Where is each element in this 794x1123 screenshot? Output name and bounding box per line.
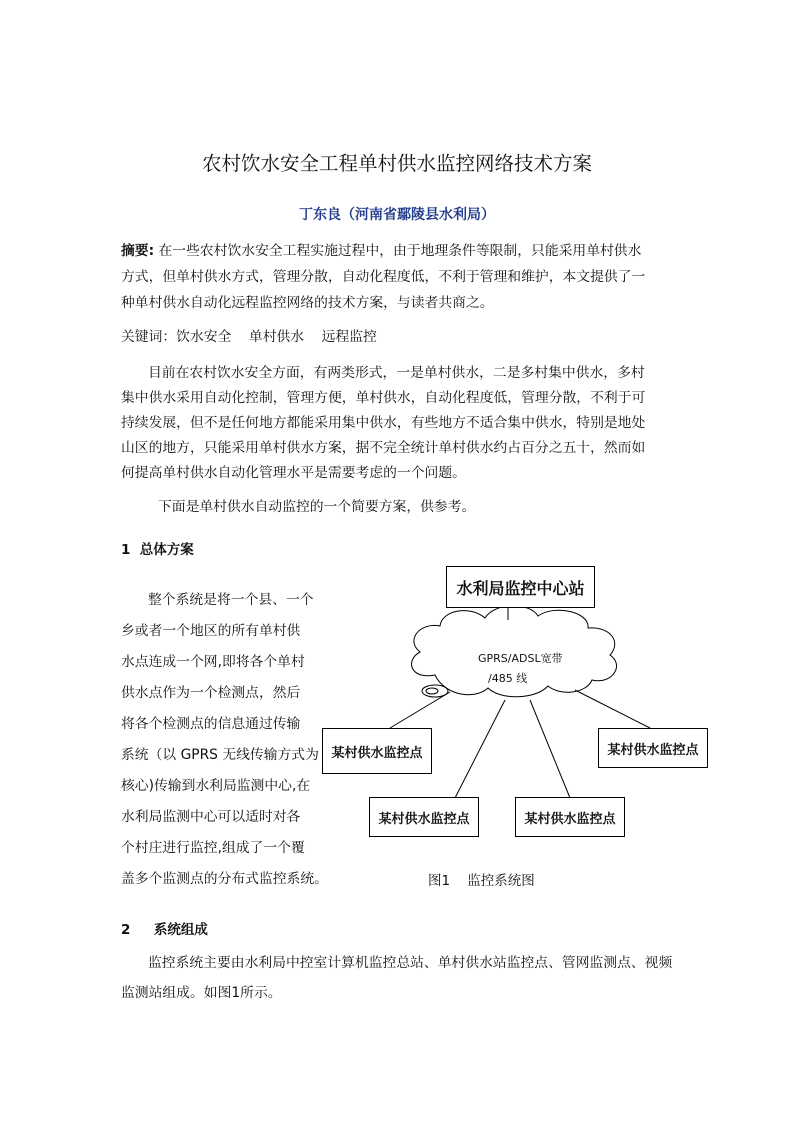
section-2-heading: 2 系统组成 bbox=[121, 922, 208, 938]
section-1-heading: 1 总体方案 bbox=[121, 542, 194, 558]
link-line bbox=[390, 692, 450, 728]
abstract-label: 摘要: bbox=[121, 243, 155, 259]
section1-line-2: 乡或者一个地区的所有单村供 bbox=[121, 623, 301, 639]
node-box-right: 某村供水监控点 bbox=[598, 728, 708, 768]
section1-line-10: 盖多个监测点的分布式监控系统。 bbox=[121, 871, 328, 887]
section1-line-8: 水利局监测中心可以适时对各 bbox=[121, 809, 301, 825]
cloud-tail-bubble bbox=[426, 688, 438, 694]
node-box-left: 某村供水监控点 bbox=[322, 728, 432, 774]
section1-line-6: 系统（以 GPRS 无线传输方式为 bbox=[121, 747, 319, 763]
section1-line-7: 核心)传输到水利局监测中心,在 bbox=[121, 778, 311, 794]
section1-line-9: 个村庄进行监控,组成了一个覆 bbox=[121, 840, 305, 856]
intro-line-3: 持续发展，但不是任何地方都能采用集中供水，有些地方不适合集中供水，特别是地处 bbox=[121, 415, 646, 431]
center-station-box: 水利局监控中心站 bbox=[446, 566, 595, 608]
section2-line-1: 监控系统主要由水利局中控室计算机监控总站、单村供水站监控点、管网监测点、视频 bbox=[148, 955, 673, 971]
section2-line-2: 监测站组成。如图1所示。 bbox=[121, 985, 282, 1001]
intro-below: 下面是单村供水自动监控的一个简要方案，供参考。 bbox=[158, 499, 476, 515]
section1-line-4: 供水点作为一个检测点，然后 bbox=[121, 685, 301, 701]
abstract-text-1: 在一些农村饮水安全工程实施过程中，由于地理条件等限制，只能采用单村供水 bbox=[154, 243, 642, 259]
link-line bbox=[575, 690, 650, 728]
author-line: 丁东良（河南省鄢陵县水利局） bbox=[299, 207, 495, 223]
section1-line-3: 水点连成一个网,即将各个单村 bbox=[121, 654, 305, 670]
intro-line-2: 集中供水采用自动化控制，管理方便，单村供水，自动化程度低，管理分散，不利于可 bbox=[121, 390, 646, 406]
node-box-bottom-left: 某村供水监控点 bbox=[369, 797, 479, 837]
abstract-line-2: 方式，但单村供水方式，管理分散，自动化程度低，不利于管理和维护，本文提供了一 bbox=[121, 269, 646, 285]
cloud-label-1: GPRS/ADSL宽带 bbox=[478, 652, 563, 665]
keywords: 关键词：饮水安全 单村供水 远程监控 bbox=[121, 329, 377, 345]
section1-line-1: 整个系统是将一个县、一个 bbox=[148, 592, 314, 608]
document-title: 农村饮水安全工程单村供水监控网络技术方案 bbox=[201, 152, 592, 175]
link-line bbox=[455, 700, 505, 798]
intro-line-5: 何提高单村供水自动化管理水平是需要考虑的一个问题。 bbox=[121, 465, 466, 481]
intro-line-4: 山区的地方，只能采用单村供水方案，据不完全统计单村供水约占百分之五十，然而如 bbox=[121, 440, 646, 456]
intro-line-1: 目前在农村饮水安全方面，有两类形式，一是单村供水，二是多村集中供水，多村 bbox=[148, 365, 645, 381]
section1-line-5: 将各个检测点的信息通过传输 bbox=[121, 716, 301, 732]
cloud-label-2: /485 线 bbox=[488, 672, 528, 685]
link-line bbox=[530, 700, 570, 798]
abstract-line-1 bbox=[121, 238, 641, 264]
node-box-bottom-right: 某村供水监控点 bbox=[515, 797, 625, 837]
abstract-line-3: 种单村供水自动化远程监控网络的技术方案，与读者共商之。 bbox=[121, 295, 494, 311]
figure-caption: 图1 监控系统图 bbox=[428, 873, 535, 889]
